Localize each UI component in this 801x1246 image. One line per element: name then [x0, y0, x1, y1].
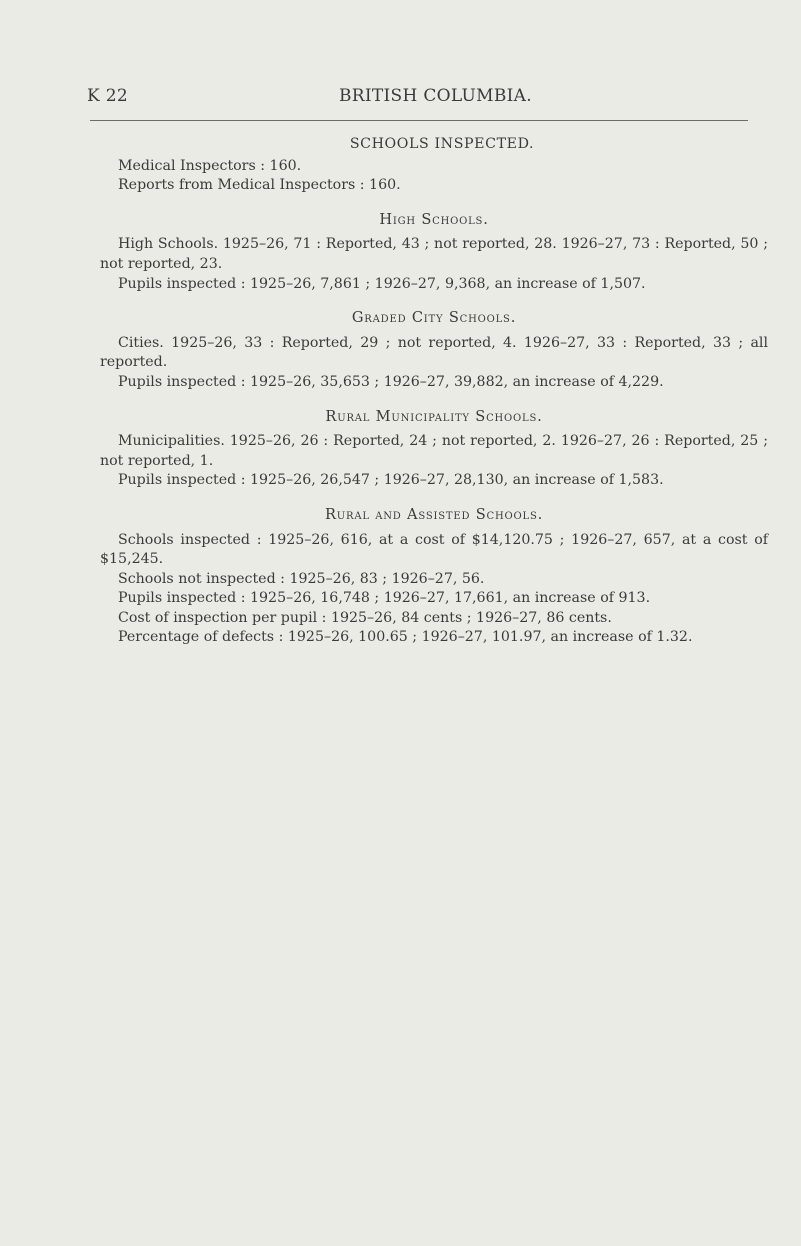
medical-reports-line: Reports from Medical Inspectors : 160. [118, 177, 401, 194]
rural-municipality-counts: Municipalities. 1925–26, 26 : Reported, 24 ; not reported, 2. 1926–27, 26 : Reported, 25 ; not reported, 1. [100, 433, 768, 469]
high-schools-counts: High Schools. 1925–26, 71 : Reported, 43 ; not reported, 28. 1926–27, 73 : Reported, 50 ; not reported, 23. [100, 236, 768, 272]
page-number: K 22 [87, 86, 128, 106]
rural-assisted-cost-per-pupil: Cost of inspection per pupil : 1925–26, 84 cents ; 1926–27, 86 cents. [118, 609, 612, 626]
rural-assisted-pupils: Pupils inspected : 1925–26, 16,748 ; 1926–27, 17,661, an increase of 913. [118, 590, 651, 607]
header-rule [90, 120, 748, 121]
section-heading-rural-municipality-schools: Rural Municipality Schools. [325, 407, 543, 425]
running-head [87, 86, 717, 110]
graded-city-counts: Cities. 1925–26, 33 : Reported, 29 ; not reported, 4. 1926–27, 33 : Reported, 33 ; all reported. [100, 334, 768, 371]
running-title: BRITISH COLUMBIA. [339, 86, 532, 106]
medical-inspectors-line: Medical Inspectors : 160. [118, 157, 302, 174]
rural-municipality-pupils: Pupils inspected : 1925–26, 26,547 ; 1926–27, 28,130, an increase of 1,583. [118, 472, 664, 489]
report-body [100, 135, 768, 648]
rural-assisted-schools-inspected: Schools inspected : 1925–26, 616, at a cost of $14,120.75 ; 1926–27, 657, at a cost of $15,245. [100, 531, 768, 568]
main-heading: SCHOOLS INSPECTED. [349, 136, 535, 152]
high-schools-pupils: Pupils inspected : 1925–26, 7,861 ; 1926–27, 9,368, an increase of 1,507. [118, 275, 646, 292]
section-heading-rural-assisted-schools: Rural and Assisted Schools. [324, 505, 544, 523]
section-heading-graded-city-schools: Graded City Schools. [351, 309, 517, 327]
graded-city-pupils: Pupils inspected : 1925–26, 35,653 ; 1926–27, 39,882, an increase of 4,229. [118, 373, 664, 390]
rural-assisted-defects: Percentage of defects : 1925–26, 100.65 ; 1926–27, 101.97, an increase of 1.32. [118, 629, 693, 646]
rural-assisted-schools-not-inspected: Schools not inspected : 1925–26, 83 ; 1926–27, 56. [118, 570, 485, 587]
section-heading-high-schools: High Schools. [379, 210, 489, 228]
